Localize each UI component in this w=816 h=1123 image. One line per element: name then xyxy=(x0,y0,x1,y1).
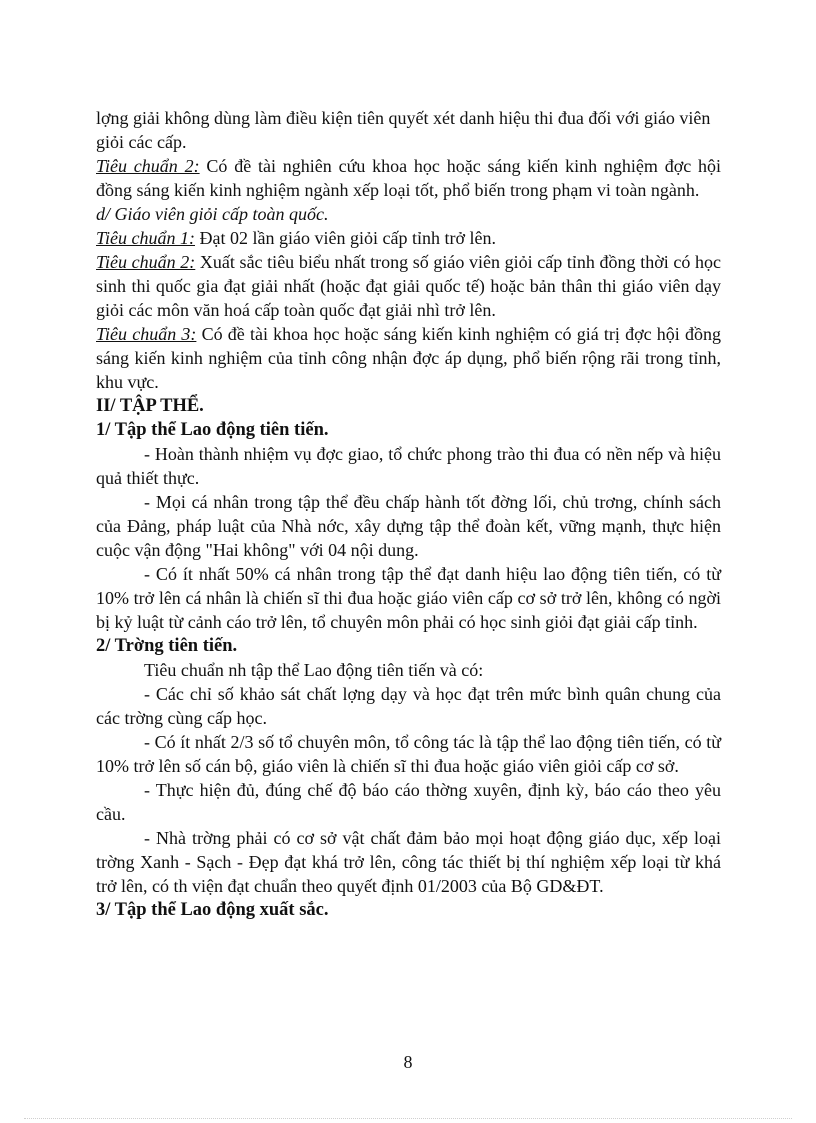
section-heading-3: 3/ Tập thể Lao động xuất sắc. xyxy=(96,900,329,920)
criterion-text: Đạt 02 lần giáo viên giỏi cấp tỉnh trở lên. xyxy=(195,228,496,248)
page-number: 8 xyxy=(403,1052,413,1072)
page-edge-divider xyxy=(24,1118,792,1119)
criterion-text: Xuất sắc tiêu biểu nhất trong số giáo viên giỏi cấp tỉnh đồng thời có học sinh thi quốc gia đạt giải nhất (hoặc đạt giải quốc tế) hoặc bản thân thi giáo viên dạy giỏi các môn văn hoá cấp toàn quốc đạt giải nhì trở lên. xyxy=(96,252,721,320)
paragraph-continuation: lợng giải không dùng làm điều kiện tiên quyết xét danh hiệu thi đua đối với giáo viên giỏi các cấp. xyxy=(96,108,711,152)
list-item: - Thực hiện đủ, đúng chế độ báo cáo thờng xuyên, định kỳ, báo cáo theo yêu cầu. xyxy=(96,780,721,824)
list-item: - Các chỉ số khảo sát chất lợng dạy và học đạt trên mức bình quân chung của các trờng cùng cấp học. xyxy=(96,684,721,728)
criterion-label: Tiêu chuẩn 3: xyxy=(96,324,197,344)
section-heading-2: 2/ Trờng tiên tiến. xyxy=(96,636,238,656)
criterion-3-paragraph xyxy=(96,322,721,394)
criterion-label: Tiêu chuẩn 2: xyxy=(96,252,196,272)
list-item: - Nhà trờng phải có cơ sở vật chất đảm bảo mọi hoạt động giáo dục, xếp loại trờng Xanh - Sạch - Đẹp đạt khá trở lên, công tác thiết bị thí nghiệm xếp loại từ khá trở lên, có th viện đạt chuẩn theo quyết định 01/2003 của Bộ GD&ĐT. xyxy=(96,828,721,896)
list-item: - Có ít nhất 2/3 số tổ chuyên môn, tổ công tác là tập thể lao động tiên tiến, có từ 10% trở lên số cán bộ, giáo viên là chiến sĩ thi đua hoặc giáo viên giỏi cấp cơ sở. xyxy=(96,732,721,776)
document-body xyxy=(96,106,721,922)
list-item: - Mọi cá nhân trong tập thể đều chấp hành tốt đờng lối, chủ trơng, chính sách của Đảng, pháp luật của Nhà nớc, xây dựng tập thể đoàn kết, vững mạnh, thực hiện cuộc vận động "Hai không" với 04 nội dung. xyxy=(96,492,721,560)
criterion-label: Tiêu chuẩn 2: xyxy=(96,156,200,176)
section-heading-II: II/ TẬP THỂ. xyxy=(96,396,204,416)
criterion-1-paragraph xyxy=(96,226,721,250)
criterion-2-paragraph xyxy=(96,154,721,202)
criterion-2b-paragraph xyxy=(96,250,721,322)
list-item: - Hoàn thành nhiệm vụ đợc giao, tổ chức phong trào thi đua có nền nếp và hiệu quả thiết thực. xyxy=(96,444,721,488)
paragraph-intro: Tiêu chuẩn nh tập thể Lao động tiên tiến và có: xyxy=(144,660,484,680)
list-item: - Có ít nhất 50% cá nhân trong tập thể đạt danh hiệu lao động tiên tiến, có từ 10% trở lên cá nhân là chiến sĩ thi đua hoặc giáo viên cấp cơ sở trở lên, không có ngời bị kỷ luật từ cảnh cáo trở lên, tổ chuyên môn phải có học sinh giỏi đạt giải cấp tỉnh. xyxy=(96,564,721,632)
criterion-text: Có đề tài nghiên cứu khoa học hoặc sáng kiến kinh nghiệm đợc hội đồng sáng kiến kinh nghiệm ngành xếp loại tốt, phổ biến trong phạm vi toàn ngành. xyxy=(96,156,721,200)
section-heading-d: d/ Giáo viên giỏi cấp toàn quốc. xyxy=(96,204,329,224)
criterion-label: Tiêu chuẩn 1: xyxy=(96,228,195,248)
criterion-text: Có đề tài khoa học hoặc sáng kiến kinh nghiệm có giá trị đợc hội đồng sáng kiến kinh nghiệm của tỉnh công nhận đợc áp dụng, phổ biến rộng rãi trong tỉnh, khu vực. xyxy=(96,324,721,392)
section-heading-1: 1/ Tập thể Lao động tiên tiến. xyxy=(96,420,329,440)
